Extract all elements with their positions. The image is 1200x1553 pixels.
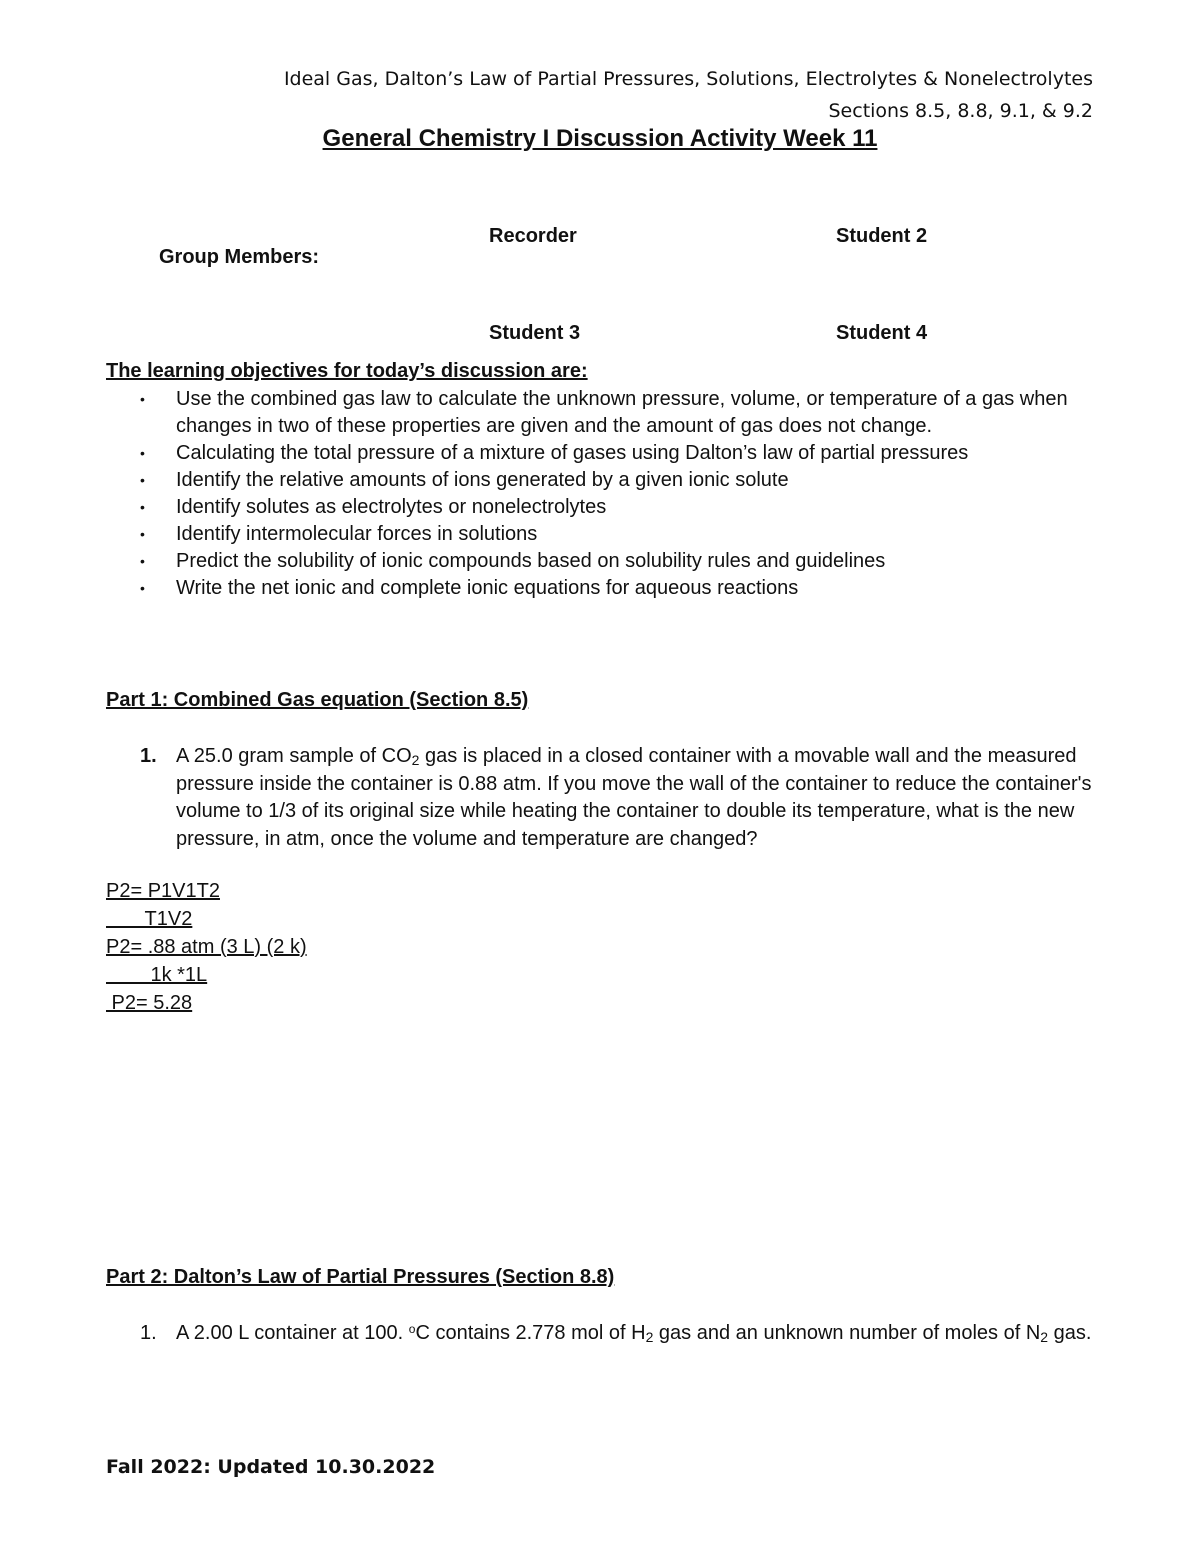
question-text: A 2.00 L container at 100. $^o$C contains 2.778 mol of $H_2$ gas and an unknown number of moles of $N_2$ gas.	[176, 1322, 1092, 1345]
sections-line: Sections 8.5, 8.8, 9.1, & 9.2	[828, 100, 1093, 122]
work-line-3: P2= .88 atm (3 L) (2 k)	[106, 936, 307, 958]
part1-heading: Part 1: Combined Gas equation (Section 8.5)	[106, 689, 529, 711]
role-student-3: Student 3	[489, 322, 581, 344]
bullet: •	[140, 580, 145, 596]
objective-text: Predict the solubility of ionic compounds based on solubility rules and guidelines	[176, 550, 886, 572]
list-item	[140, 386, 1100, 440]
list-item	[140, 548, 1100, 575]
question-number: 1.	[140, 745, 157, 767]
objectives-heading: The learning objectives for today’s discussion are:	[106, 360, 588, 382]
list-item	[140, 494, 1100, 521]
work-line-5: P2= 5.28	[106, 992, 193, 1014]
role-student-2: Student 2	[836, 225, 928, 247]
role-recorder: Recorder	[489, 225, 577, 247]
page-title: General Chemistry I Discussion Activity Week 11	[322, 125, 878, 152]
question-text: A 25.0 gram sample of $CO_2$ gas is placed in a closed container with a movable wall and the measured pressure inside the container is 0.88 atm. If you move the wall of the container to reduce the container's volume to 1/3 of its original size while heating the container to double its temperature, what is the new pressure, in atm, once the volume and temperature are changed?	[176, 745, 1092, 850]
footer-text: Fall 2022: Updated 10.30.2022	[106, 1456, 436, 1478]
objectives-list	[140, 386, 1100, 602]
bullet: •	[140, 445, 145, 461]
list-item	[140, 521, 1100, 548]
objective-text: Use the combined gas law to calculate the unknown pressure, volume, or temperature of a gas when changes in two of these properties are given and the amount of gas does not change.	[176, 388, 1068, 437]
bullet: •	[140, 391, 145, 407]
question-number: 1.	[140, 1322, 157, 1344]
part2-question	[140, 1320, 1100, 1348]
list-item	[140, 440, 1100, 467]
bullet: •	[140, 553, 145, 569]
work-line-2: T1V2	[106, 908, 193, 930]
objective-text: Identify solutes as electrolytes or nonelectrolytes	[176, 496, 607, 518]
work-line-4: 1k *1L	[106, 964, 208, 986]
bullet: •	[140, 499, 145, 515]
bullet: •	[140, 472, 145, 488]
role-student-4: Student 4	[836, 322, 928, 344]
objective-text: Identify the relative amounts of ions generated by a given ionic solute	[176, 469, 789, 491]
part2-heading: Part 2: Dalton’s Law of Partial Pressures (Section 8.8)	[106, 1266, 615, 1288]
topic-line: Ideal Gas, Dalton’s Law of Partial Pressures, Solutions, Electrolytes & Nonelectrolytes	[283, 68, 1093, 90]
list-item	[140, 575, 1100, 602]
list-item	[140, 467, 1100, 494]
group-members-label: Group Members:	[159, 246, 320, 268]
work-line-1: P2= P1V1T2	[106, 880, 220, 902]
objective-text: Identify intermolecular forces in solutions	[176, 523, 538, 545]
objective-text: Calculating the total pressure of a mixture of gases using Dalton’s law of partial pressures	[176, 442, 969, 464]
objective-text: Write the net ionic and complete ionic equations for aqueous reactions	[176, 577, 799, 599]
part1-question	[140, 743, 1100, 853]
bullet: •	[140, 526, 145, 542]
